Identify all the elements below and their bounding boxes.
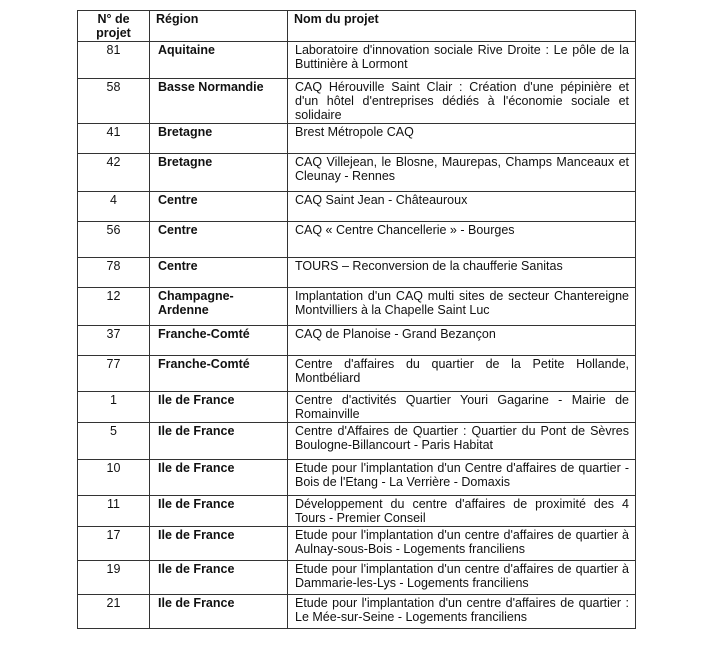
header-nom: Nom du projet [288,11,636,42]
cell-region: Centre [150,258,288,288]
cell-nom: Centre d'activités Quartier Youri Gagarine - Mairie de Romainville [288,392,636,423]
cell-region: Ile de France [150,460,288,496]
table-header-row [78,11,636,42]
table-row [78,561,636,595]
table-row [78,496,636,527]
cell-region: Ile de France [150,595,288,629]
cell-num: 41 [78,124,150,154]
cell-region: Ile de France [150,496,288,527]
cell-num: 77 [78,356,150,392]
cell-nom: Etude pour l'implantation d'un centre d'affaires de quartier à Aulnay-sous-Bois - Logements franciliens [288,527,636,561]
cell-nom: Implantation d'un CAQ multi sites de secteur Chantereigne Montvilliers à la Chapelle Saint Luc [288,288,636,326]
cell-region: Bretagne [150,124,288,154]
cell-nom: Centre d'affaires du quartier de la Petite Hollande, Montbéliard [288,356,636,392]
cell-nom: CAQ Villejean, le Blosne, Maurepas, Champs Manceaux et Cleunay - Rennes [288,154,636,192]
table-row [78,154,636,192]
cell-nom: Etude pour l'implantation d'un centre d'affaires de quartier : Le Mée-sur-Seine - Logements franciliens [288,595,636,629]
cell-nom: CAQ « Centre Chancellerie » - Bourges [288,222,636,258]
cell-region: Centre [150,192,288,222]
header-region: Région [150,11,288,42]
cell-num: 81 [78,42,150,79]
cell-num: 17 [78,527,150,561]
cell-region: Ile de France [150,561,288,595]
cell-nom: CAQ de Planoise - Grand Bezançon [288,326,636,356]
table-row [78,288,636,326]
cell-nom: Etude pour l'implantation d'un Centre d'affaires de quartier - Bois de l'Etang - La Verrière - Domaxis [288,460,636,496]
table-row [78,42,636,79]
table-row [78,258,636,288]
table-row [78,326,636,356]
table-row [78,527,636,561]
table-row [78,192,636,222]
cell-num: 12 [78,288,150,326]
cell-num: 5 [78,423,150,460]
cell-nom: TOURS – Reconversion de la chaufferie Sanitas [288,258,636,288]
cell-region: Basse Normandie [150,79,288,124]
cell-nom: CAQ Saint Jean - Châteauroux [288,192,636,222]
cell-nom: Centre d'Affaires de Quartier : Quartier du Pont de Sèvres Boulogne-Billancourt - Paris Habitat [288,423,636,460]
cell-region: Ile de France [150,527,288,561]
cell-num: 78 [78,258,150,288]
table-row [78,460,636,496]
cell-num: 10 [78,460,150,496]
projects-table [77,10,636,629]
cell-num: 1 [78,392,150,423]
cell-num: 37 [78,326,150,356]
table-row [78,356,636,392]
header-num: N° de projet [78,11,150,42]
cell-region: Franche-Comté [150,326,288,356]
table-row [78,392,636,423]
cell-num: 56 [78,222,150,258]
cell-num: 4 [78,192,150,222]
table-row [78,124,636,154]
cell-region: Ile de France [150,423,288,460]
table-row [78,79,636,124]
cell-nom: Laboratoire d'innovation sociale Rive Droite : Le pôle de la Buttinière à Lormont [288,42,636,79]
cell-region: Bretagne [150,154,288,192]
cell-nom: Développement du centre d'affaires de proximité des 4 Tours - Premier Conseil [288,496,636,527]
cell-num: 21 [78,595,150,629]
table-row [78,423,636,460]
cell-num: 19 [78,561,150,595]
table-body [78,42,636,629]
table-row [78,595,636,629]
cell-region: Aquitaine [150,42,288,79]
cell-region: Champagne-Ardenne [150,288,288,326]
cell-nom: Brest Métropole CAQ [288,124,636,154]
cell-nom: Etude pour l'implantation d'un centre d'affaires de quartier à Dammarie-les-Lys - Logements franciliens [288,561,636,595]
cell-num: 11 [78,496,150,527]
cell-region: Franche-Comté [150,356,288,392]
cell-region: Centre [150,222,288,258]
cell-region: Ile de France [150,392,288,423]
table-row [78,222,636,258]
cell-num: 58 [78,79,150,124]
cell-nom: CAQ Hérouville Saint Clair : Création d'une pépinière et d'un hôtel d'entreprises dédiés à l'économie sociale et solidaire [288,79,636,124]
cell-num: 42 [78,154,150,192]
